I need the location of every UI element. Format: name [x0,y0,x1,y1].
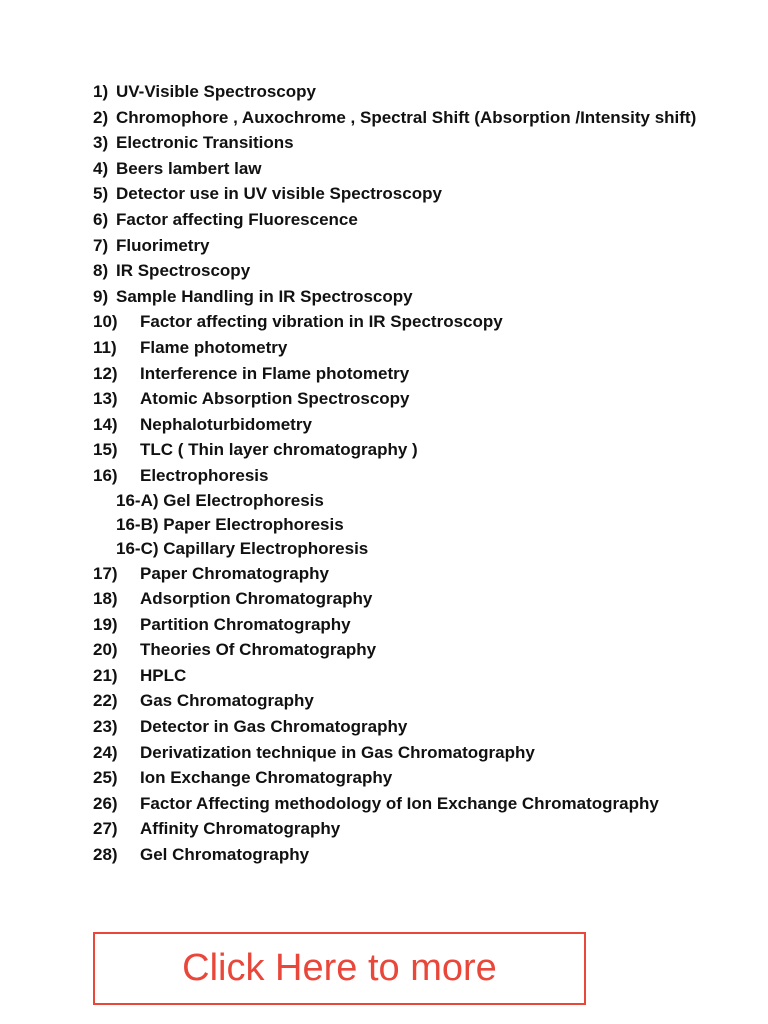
item-number: 18) [93,589,118,609]
item-number: 6) [93,209,109,229]
item-text: Partition Chromatography [140,614,351,634]
list-item-27 [93,816,733,842]
item-number: 5) [93,184,109,204]
item-number: 17) [93,563,118,583]
item-text: TLC ( Thin layer chromatography ) [140,440,418,460]
item-text: Electronic Transitions [116,133,294,153]
list-item-25 [93,765,733,791]
item-text: Chromophore , Auxochrome , Spectral Shift (Absorption /Intensity shift) [116,107,697,127]
item-text: Sample Handling in IR Spectroscopy [116,286,413,306]
list-item-10 [93,309,733,335]
topic-list [93,79,733,868]
list-item-2 [93,105,733,131]
list-item-22 [93,688,733,714]
item-number: 1) [93,82,109,101]
item-text: 16-C) Capillary Electrophoresis [116,538,369,558]
item-text: Flame photometry [140,337,288,357]
item-number: 7) [93,235,109,255]
item-text: Electrophoresis [140,465,269,485]
item-number: 25) [93,768,118,788]
item-number: 12) [93,363,118,383]
item-number: 2) [93,107,109,127]
item-text: Atomic Absorption Spectroscopy [140,389,410,409]
item-text: Gel Chromatography [140,845,310,865]
list-item-3 [93,130,733,156]
item-text: Derivatization technique in Gas Chromatography [140,742,535,762]
list-item-21 [93,663,733,689]
item-number: 23) [93,717,118,737]
sub-item-16a [93,489,733,513]
list-item-23 [93,714,733,740]
list-item-16 [93,463,733,489]
click-here-more-button[interactable] [93,932,586,1005]
sub-item-16c [93,537,733,561]
item-text: Factor affecting vibration in IR Spectroscopy [140,312,503,332]
list-item-26 [93,791,733,817]
item-text: 16-A) Gel Electrophoresis [116,490,324,510]
item-text: IR Spectroscopy [116,261,251,281]
item-number: 21) [93,665,118,685]
list-item-11 [93,335,733,361]
item-number: 28) [93,845,118,865]
list-item-1 [93,79,733,105]
item-text: Adsorption Chromatography [140,589,373,609]
item-number: 19) [93,614,118,634]
item-number: 3) [93,133,109,153]
item-text: 16-B) Paper Electrophoresis [116,514,344,534]
item-number: 16) [93,465,118,485]
sub-item-16b [93,513,733,537]
item-number: 11) [93,337,117,357]
item-text: Factor affecting Fluorescence [116,209,358,229]
list-item-6 [93,207,733,233]
item-text: Beers lambert law [116,158,262,178]
list-item-4 [93,156,733,182]
item-text: Paper Chromatography [140,563,329,583]
list-item-8 [93,258,733,284]
item-number: 26) [93,793,118,813]
item-number: 9) [93,286,109,306]
item-text: UV-Visible Spectroscopy [116,82,316,101]
item-text: Fluorimetry [116,235,210,255]
list-item-17 [93,561,733,587]
list-item-18 [93,586,733,612]
item-number: 4) [93,158,109,178]
click-here-more-label: Click Here to more [182,947,497,989]
item-number: 22) [93,691,118,711]
item-text: Detector in Gas Chromatography [140,717,408,737]
item-number: 27) [93,819,118,839]
list-item-9 [93,284,733,310]
list-item-19 [93,612,733,638]
list-item-13 [93,386,733,412]
list-item-15 [93,437,733,463]
item-text: Factor Affecting methodology of Ion Exchange Chromatography [140,793,659,813]
item-text: Interference in Flame photometry [140,363,410,383]
item-number: 15) [93,440,118,460]
item-text: HPLC [140,665,187,685]
item-text: Theories Of Chromatography [140,640,377,660]
item-number: 10) [93,312,118,332]
item-number: 20) [93,640,118,660]
list-item-28 [93,842,733,868]
list-item-20 [93,637,733,663]
list-item-24 [93,740,733,766]
item-text: Ion Exchange Chromatography [140,768,393,788]
item-number: 8) [93,261,109,281]
list-item-5 [93,181,733,207]
item-number: 24) [93,742,118,762]
item-text: Affinity Chromatography [140,819,341,839]
item-text: Nephaloturbidometry [140,414,312,434]
list-item-12 [93,361,733,387]
item-text: Detector use in UV visible Spectroscopy [116,184,442,204]
list-item-7 [93,233,733,259]
item-number: 14) [93,414,118,434]
list-item-14 [93,412,733,438]
item-number: 13) [93,389,118,409]
item-text: Gas Chromatography [140,691,314,711]
